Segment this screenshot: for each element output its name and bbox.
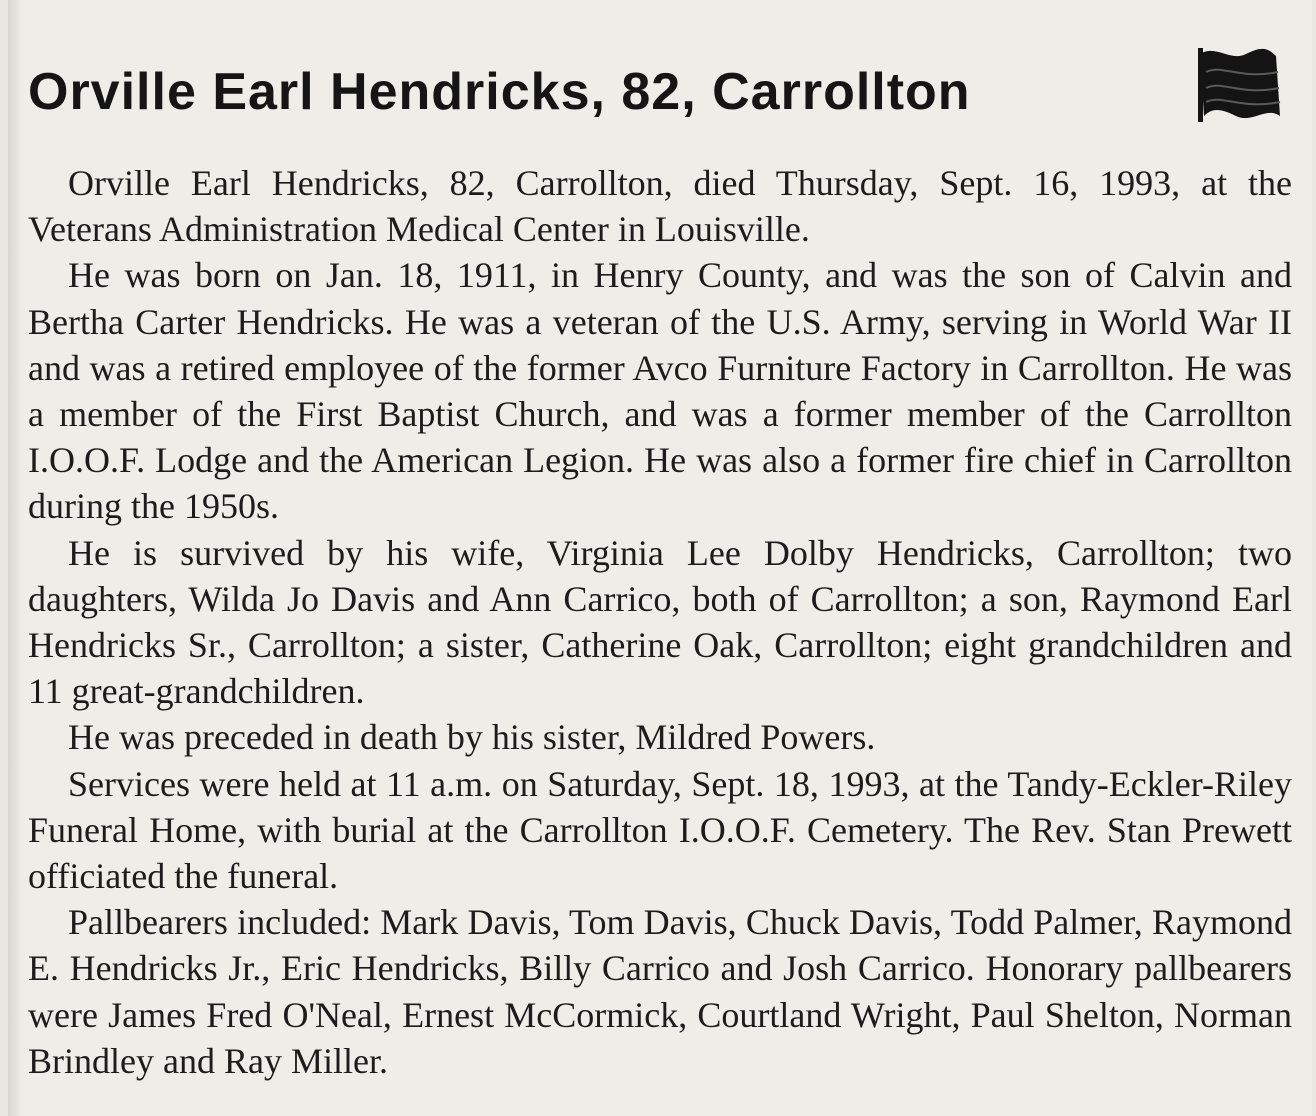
paragraph-services: Services were held at 11 a.m. on Saturday, Sept. 18, 1993, at the Tandy-Eckler-Riley Funeral Home, with burial at the Carrollton I.O.O.F. Cemetery. The Rev. Stan Prewett officiated the funeral. [28,763,1292,897]
paragraph-survivors: He is survived by his wife, Virginia Lee Dolby Hendricks, Carrollton; two daughters, Wilda Jo Davis and Ann Carrico, both of Carrollton; a son, Raymond Earl Hendricks Sr., Carrollton; a sister, Catherine Oak, Carrollton; eight grandchildren and 11 great-grandchildren. [28,532,1292,712]
obituary-headline: Orville Earl Hendricks, 82, Carrollton [28,63,971,121]
paragraph-biography: He was born on Jan. 18, 1911, in Henry County, and was the son of Calvin and Bertha Carter Hendricks. He was a veteran of the U.S. Army, serving in World War II and was a retired employee of the former Avco Furniture Factory in Carrollton. He was a member of the First Baptist Church, and was a former member of the Carrollton I.O.O.F. Lodge and the American Legion. He was also a former fire chief in Carrollton during the 1950s. [28,255,1292,527]
newspaper-clipping [8,0,1312,1116]
paragraph-pallbearers: Pallbearers included: Mark Davis, Tom Davis, Chuck Davis, Todd Palmer, Raymond E. Hendricks Jr., Eric Hendricks, Billy Carrico and Josh Carrico. Honorary pallbearers were James Fred O'Neal, Ernest McCormick, Courtland Wright, Paul Shelton, Norman Brindley and Ray Miller. [28,902,1292,1081]
american-flag-icon [1190,42,1282,122]
paragraph-preceded-in-death: He was preceded in death by his sister, Mildred Powers. [68,717,876,758]
paragraph-death-notice: Orville Earl Hendricks, 82, Carrollton, died Thursday, Sept. 16, 1993, at the Veterans Administration Medical Center in Louisville. [28,163,1292,250]
obituary-body [28,160,1292,1084]
